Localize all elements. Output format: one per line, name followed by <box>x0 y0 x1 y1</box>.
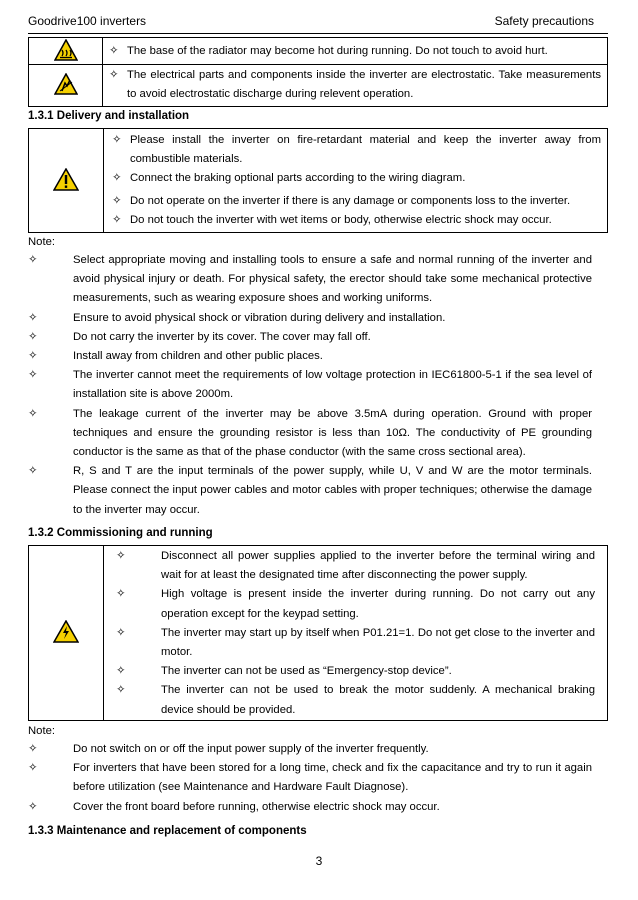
warning-item: The inverter can not be used to break the motor suddenly. A mechanical braking device should be provided. <box>161 684 595 716</box>
bullet: ✧ <box>28 254 38 266</box>
note-item: The inverter cannot meet the requirements of low voltage protection in IEC61800-5-1 if the sea level of installation site is above 2000m. <box>73 369 592 401</box>
note-label: Note: <box>28 236 56 248</box>
bullet: ✧ <box>112 172 122 185</box>
note-item: Cover the front board before running, otherwise electric shock may occur. <box>73 800 440 813</box>
commissioning-warning-table <box>28 545 608 721</box>
header-rule <box>28 33 608 34</box>
warning-item: Do not operate on the inverter if there is any damage or components loss to the inverter. <box>130 194 571 207</box>
header-right: Safety precautions <box>494 14 594 28</box>
bullet: ✧ <box>116 626 126 639</box>
bullet: ✧ <box>28 743 38 755</box>
section-1-3-1-title: 1.3.1 Delivery and installation <box>28 110 190 122</box>
esd-cell <box>29 65 103 107</box>
bullet: ✧ <box>28 369 38 382</box>
bullet: ✧ <box>28 330 38 343</box>
bullet: ✧ <box>28 350 38 363</box>
warning-item: Please install the inverter on fire-retardant material and keep the inverter away from combustible materials. <box>130 134 601 166</box>
bullet: ✧ <box>109 69 119 81</box>
top-warning-table <box>28 37 608 107</box>
bullet: ✧ <box>116 588 126 601</box>
note-item: R, S and T are the input terminals of the power supply, while U, V and W are the motor terminals. Please connect the input power cables and motor cables with proper techniques; otherwise the damage to the inverter may occur. <box>73 465 592 516</box>
general-warning-cell <box>29 129 104 233</box>
delivery-notes-list <box>28 251 592 520</box>
esd-icon <box>54 73 78 95</box>
electric-shock-icon <box>53 620 79 643</box>
general-warning-icon <box>53 168 79 191</box>
bullet: ✧ <box>116 684 126 697</box>
note-item: Install away from children and other public places. <box>73 350 323 363</box>
section-1-3-2-title: 1.3.2 Commissioning and running <box>28 527 213 539</box>
hot-surface-cell <box>29 38 103 65</box>
warning-item: The inverter may start up by itself when P01.21=1. Do not get close to the inverter and motor. <box>161 626 595 659</box>
header-left: Goodrive100 inverters <box>28 14 147 28</box>
bullet: ✧ <box>116 665 126 678</box>
bullet: ✧ <box>28 407 38 420</box>
bullet: ✧ <box>109 45 119 57</box>
warning-item: Do not touch the inverter with wet items or body, otherwise electric shock may occur. <box>130 213 552 226</box>
note-item: Ensure to avoid physical shock or vibration during delivery and installation. <box>73 311 446 324</box>
section-1-3-3-title: 1.3.3 Maintenance and replacement of components <box>28 825 307 837</box>
bullet: ✧ <box>28 465 38 478</box>
note-item: Select appropriate moving and installing tools to ensure a safe and normal running of the inverter and avoid physical injury or death. For physical safety, the erector should take some mechanical protective measurements, such as wearing exposure shoes and working uniforms. <box>73 254 592 305</box>
delivery-warning-table <box>28 128 608 233</box>
bullet: ✧ <box>116 550 126 562</box>
warning-item: High voltage is present inside the inverter during running. Do not carry out any operation except for the keypad setting. <box>161 588 595 620</box>
bullet: ✧ <box>112 213 122 226</box>
bullet: ✧ <box>112 134 122 146</box>
radiator-warning-text: The base of the radiator may become hot during running. Do not touch to avoid hurt. <box>127 45 548 57</box>
page-number: 3 <box>315 854 323 868</box>
esd-warning-text: The electrical parts and components inside the inverter are electrostatic. Take measurements to avoid electrostatic discharge during relevent operation. <box>127 69 601 101</box>
note-item: Do not carry the inverter by its cover. The cover may fall off. <box>73 330 371 343</box>
note-item: For inverters that have been stored for a long time, check and fix the capacitance and try to run it again before utilization (see Maintenance and Hardware Fault Diagnose). <box>73 762 592 794</box>
bullet: ✧ <box>28 762 38 775</box>
commissioning-notes-list <box>28 740 592 817</box>
bullet: ✧ <box>112 194 122 207</box>
note-label: Note: <box>28 725 56 737</box>
page-header <box>28 14 594 30</box>
bullet: ✧ <box>28 800 38 813</box>
note-item: Do not switch on or off the input power supply of the inverter frequently. <box>73 743 429 755</box>
hot-surface-icon <box>54 39 78 61</box>
bullet: ✧ <box>28 311 38 324</box>
note-item: The leakage current of the inverter may be above 3.5mA during operation. Ground with proper techniques and ensure the grounding resistor is less than 10Ω. The conductivity of PE grounding conductor is the same as that of the phase conductor (with the same cross sectional area). <box>73 407 592 459</box>
warning-item: Disconnect all power supplies applied to the inverter before the terminal wiring and wait for at least the designated time after disconnecting the power supply. <box>161 550 595 582</box>
warning-item: The inverter can not be used as “Emergency-stop device”. <box>161 665 452 678</box>
warning-item: Connect the braking optional parts according to the wiring diagram. <box>130 172 466 185</box>
electric-warning-cell <box>29 546 104 721</box>
